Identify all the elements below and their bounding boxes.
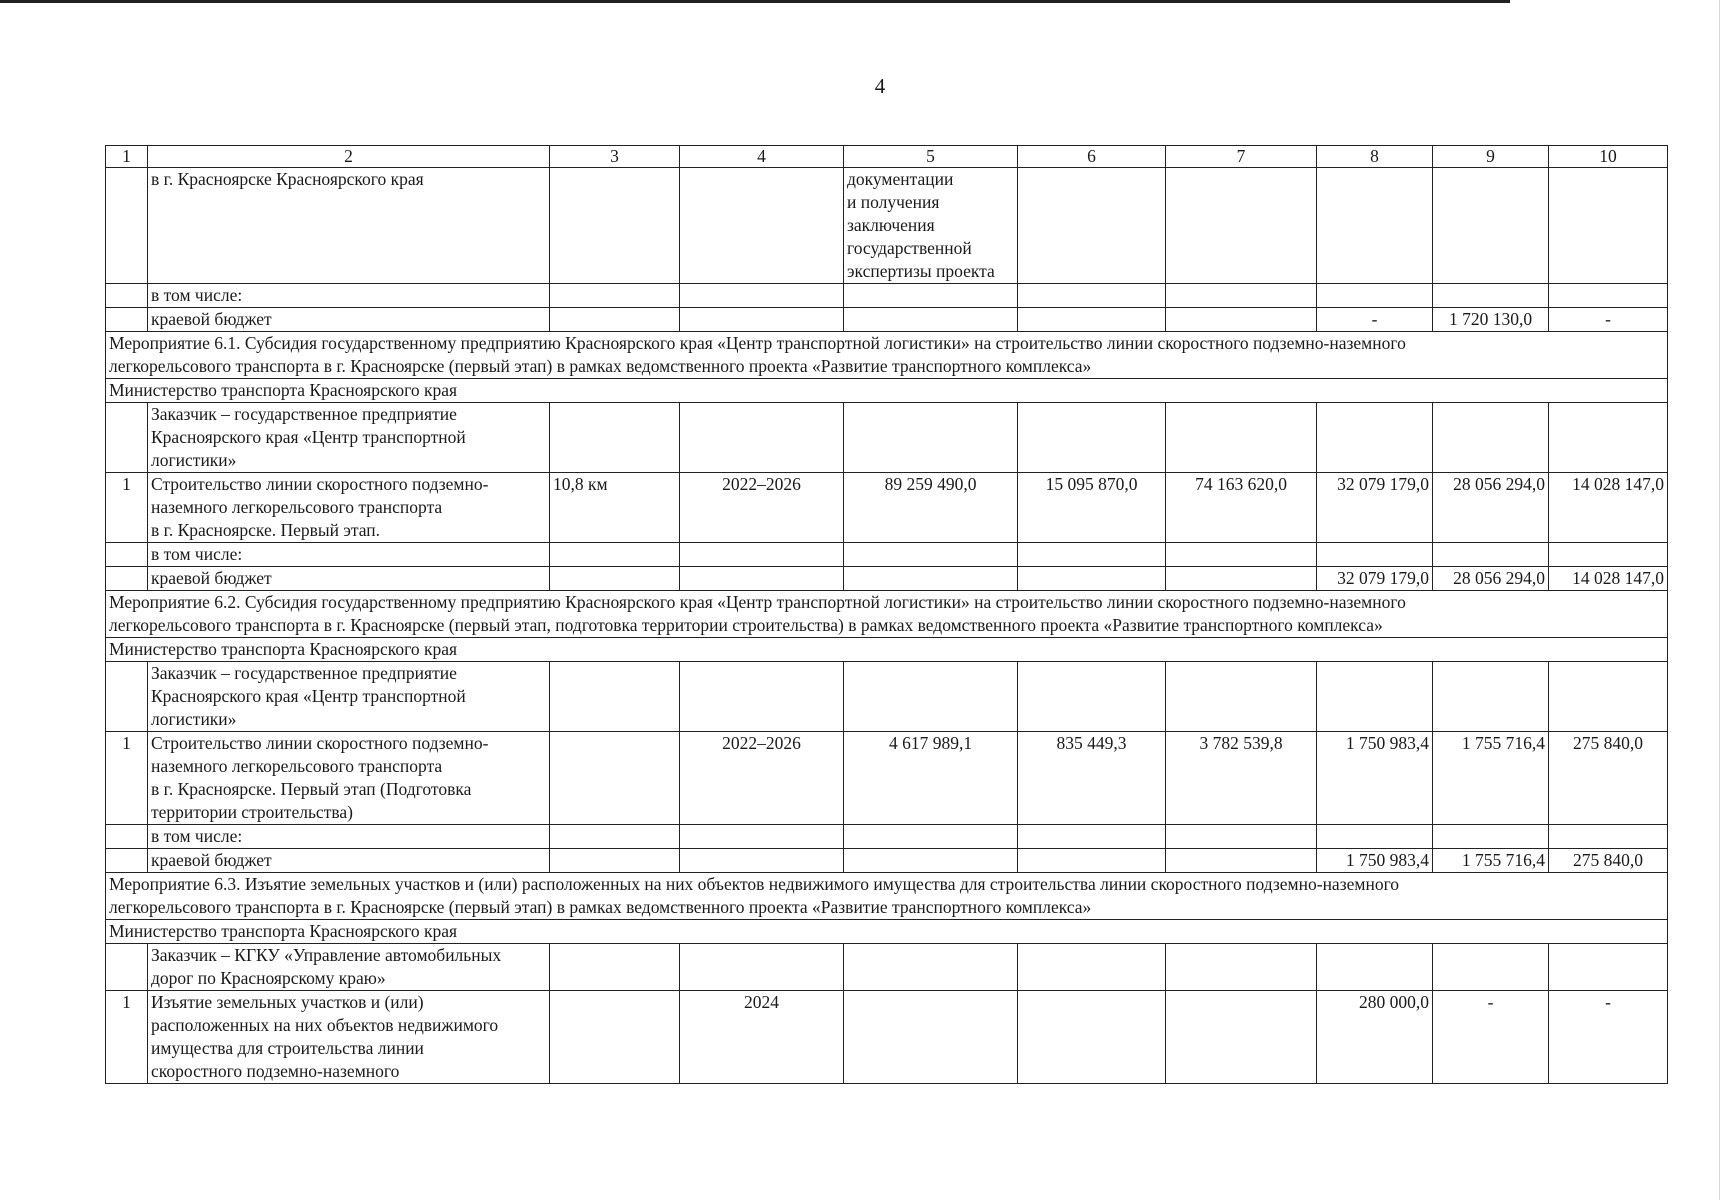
value-cell: 32 079 179,0: [1317, 473, 1433, 543]
customer-cell: Заказчик – государственное предприятие Красноярского края «Центр транспортной логистики»: [148, 662, 550, 732]
object-name-cell: в г. Красноярске Красноярского края: [148, 168, 550, 284]
col-header: 6: [1018, 146, 1166, 168]
measure-title: Мероприятие 6.2. Субсидия государственному предприятию Красноярского края «Центр транспортной логистики» на строительство линии скоростного подземно-наземного легкорельсового транспорта в г. Красноярске (первый этап, подготовка территории строительства) в рамках ведомственного проекта «Развитие транспортного комплекса»: [106, 591, 1668, 638]
col-header: 4: [680, 146, 844, 168]
capacity-cell: [550, 732, 680, 825]
row-number: 1: [106, 991, 148, 1084]
table-row: [106, 284, 1668, 308]
customer-row: [106, 662, 1668, 732]
table-row: [106, 825, 1668, 849]
value-cell: 14 028 147,0: [1549, 567, 1668, 591]
table-row: [106, 168, 1668, 284]
col-header: 7: [1166, 146, 1317, 168]
value-cell: 14 028 147,0: [1549, 473, 1668, 543]
program-measures-table: [105, 145, 1668, 1084]
ministry-row: [106, 379, 1668, 403]
col-header: 8: [1317, 146, 1433, 168]
including-label: в том числе:: [148, 825, 550, 849]
value-cell: 1 750 983,4: [1317, 732, 1433, 825]
measure-title: Мероприятие 6.1. Субсидия государственному предприятию Красноярского края «Центр транспортной логистики» на строительство линии скоростного подземно-наземного легкорельсового транспорта в г. Красноярске (первый этап) в рамках ведомственного проекта «Развитие транспортного комплекса»: [106, 332, 1668, 379]
value-cell: 28 056 294,0: [1433, 567, 1549, 591]
col-header: 2: [148, 146, 550, 168]
column-number-row: [106, 146, 1668, 168]
value-cell: 32 079 179,0: [1317, 567, 1433, 591]
measure-title: Мероприятие 6.3. Изъятие земельных участков и (или) расположенных на них объектов недвижимого имущества для строительства линии скоростного подземно-наземного легкорельсового транспорта в г. Красноярске (первый этап) в рамках ведомственного проекта «Развитие транспортного комплекса»: [106, 873, 1668, 920]
value-cell: 835 449,3: [1018, 732, 1166, 825]
row-number: 1: [106, 473, 148, 543]
period-cell: 2022–2026: [680, 473, 844, 543]
budget-label: краевой бюджет: [148, 567, 550, 591]
value-cell: 3 782 539,8: [1166, 732, 1317, 825]
value-cell: [1166, 991, 1317, 1084]
table-row: [106, 991, 1668, 1084]
col-header: 1: [106, 146, 148, 168]
value-cell: 275 840,0: [1549, 849, 1668, 873]
budget-label: краевой бюджет: [148, 308, 550, 332]
top-border-line: [0, 0, 1510, 3]
period-cell: 2022–2026: [680, 732, 844, 825]
customer-cell: Заказчик – КГКУ «Управление автомобильных дорог по Красноярскому краю»: [148, 944, 550, 991]
table-row: [106, 849, 1668, 873]
stage-cell: документации и получения заключения государственной экспертизы проекта: [844, 168, 1018, 284]
ministry-row: [106, 638, 1668, 662]
table-row: [106, 543, 1668, 567]
table-row: [106, 567, 1668, 591]
value-cell: 4 617 989,1: [844, 732, 1018, 825]
value-cell: 1 755 716,4: [1433, 732, 1549, 825]
value-cell: [1018, 991, 1166, 1084]
value-cell: 28 056 294,0: [1433, 473, 1549, 543]
object-name-cell: Строительство линии скоростного подземно- наземного легкорельсового транспорта в г. Красноярске. Первый этап.: [148, 473, 550, 543]
ministry-label: Министерство транспорта Красноярского края: [106, 920, 1668, 944]
customer-row: [106, 944, 1668, 991]
ministry-row: [106, 920, 1668, 944]
col-header: 10: [1549, 146, 1668, 168]
col-header: 5: [844, 146, 1018, 168]
value-cell: 1 720 130,0: [1433, 308, 1549, 332]
value-cell: -: [1549, 308, 1668, 332]
capacity-cell: [550, 991, 680, 1084]
measure-title-row: [106, 873, 1668, 920]
value-cell: -: [1317, 308, 1433, 332]
customer-cell: Заказчик – государственное предприятие Красноярского края «Центр транспортной логистики»: [148, 403, 550, 473]
table-row: [106, 308, 1668, 332]
customer-row: [106, 403, 1668, 473]
page-number: 4: [874, 74, 886, 98]
col-header: 9: [1433, 146, 1549, 168]
measure-title-row: [106, 591, 1668, 638]
table-row: [106, 732, 1668, 825]
value-cell: 89 259 490,0: [844, 473, 1018, 543]
value-cell: 1 750 983,4: [1317, 849, 1433, 873]
ministry-label: Министерство транспорта Красноярского края: [106, 638, 1668, 662]
table-row: [106, 473, 1668, 543]
row-number: 1: [106, 732, 148, 825]
value-cell: 74 163 620,0: [1166, 473, 1317, 543]
object-name-cell: Строительство линии скоростного подземно- наземного легкорельсового транспорта в г. Красноярске. Первый этап (Подготовка территории строительства): [148, 732, 550, 825]
value-cell: 15 095 870,0: [1018, 473, 1166, 543]
value-cell: 1 755 716,4: [1433, 849, 1549, 873]
including-label: в том числе:: [148, 543, 550, 567]
object-name-cell: Изъятие земельных участков и (или) расположенных на них объектов недвижимого имущества для строительства линии скоростного подземно-наземного: [148, 991, 550, 1084]
ministry-label: Министерство транспорта Красноярского края: [106, 379, 1668, 403]
value-cell: 280 000,0: [1317, 991, 1433, 1084]
value-cell: [844, 991, 1018, 1084]
budget-label: краевой бюджет: [148, 849, 550, 873]
value-cell: -: [1549, 991, 1668, 1084]
including-label: в том числе:: [148, 284, 550, 308]
capacity-cell: 10,8 км: [550, 473, 680, 543]
period-cell: 2024: [680, 991, 844, 1084]
value-cell: -: [1433, 991, 1549, 1084]
value-cell: 275 840,0: [1549, 732, 1668, 825]
col-header: 3: [550, 146, 680, 168]
measure-title-row: [106, 332, 1668, 379]
